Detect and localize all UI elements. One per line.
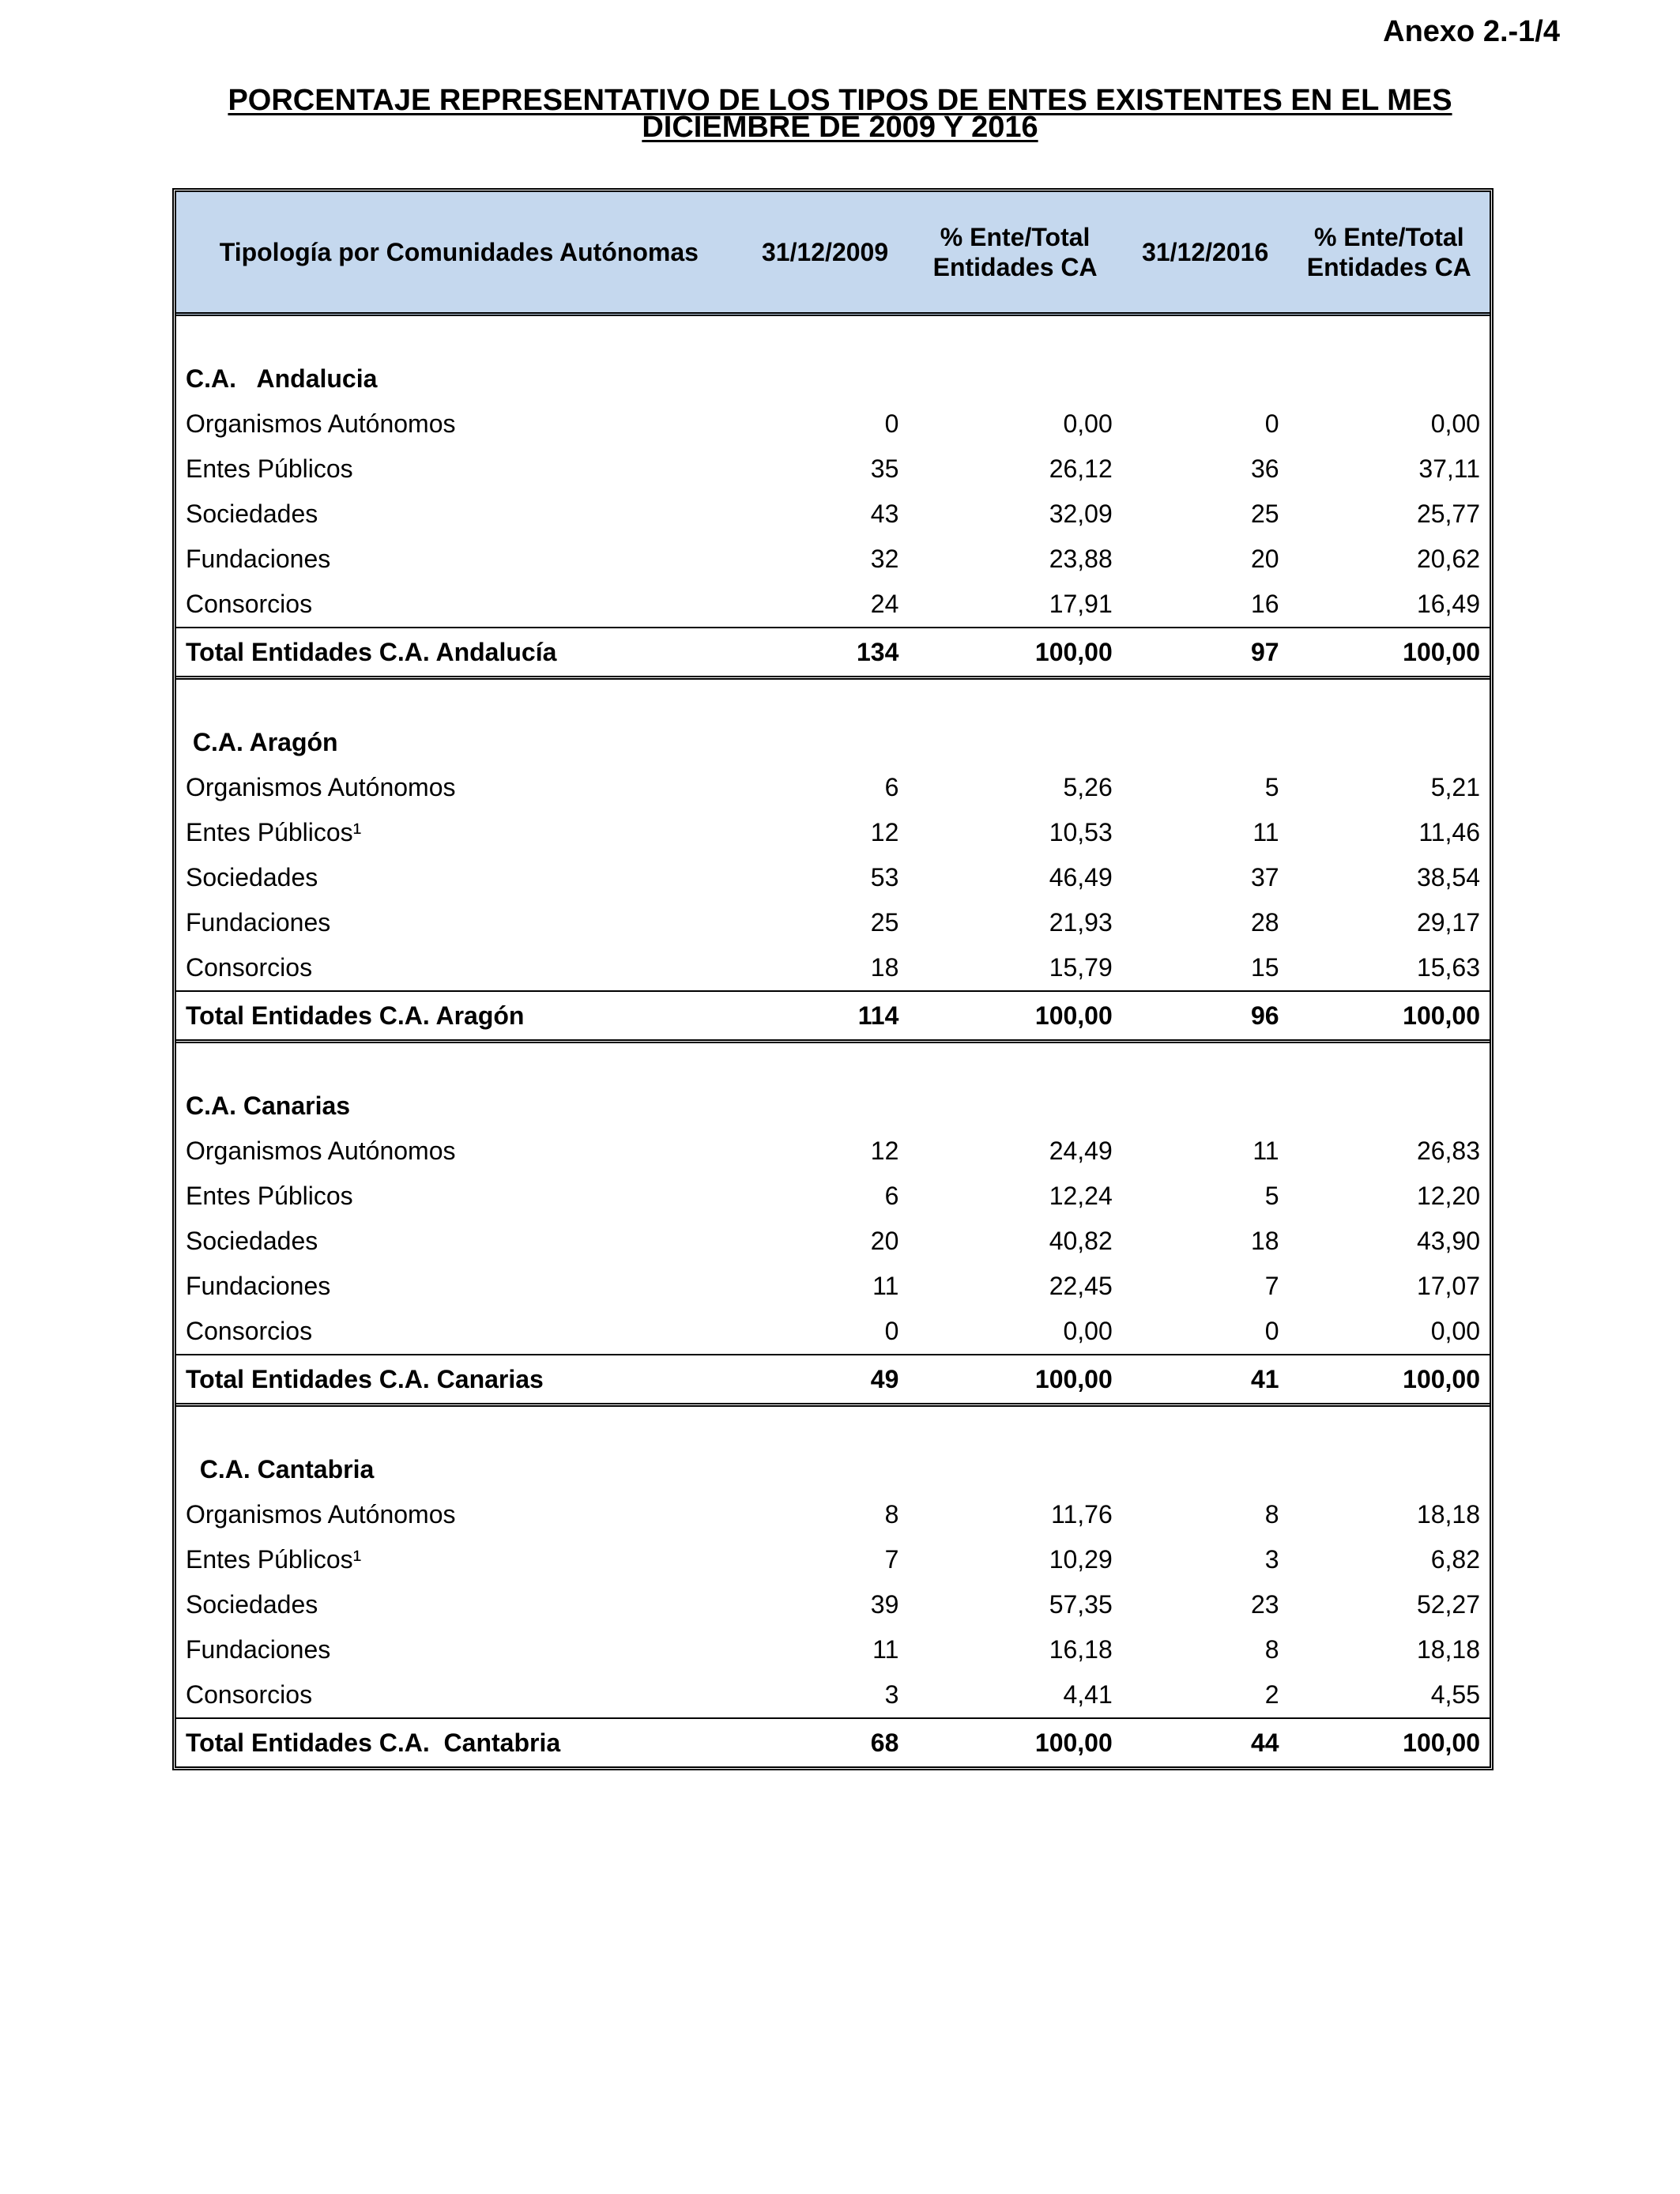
table-row bbox=[176, 537, 1490, 582]
cell-count-2016: 5 bbox=[1264, 1182, 1279, 1210]
cell-typology: Total Entidades C.A. Cantabria bbox=[186, 1728, 561, 1757]
cell-pct-2009: 23,88 bbox=[1049, 545, 1113, 573]
header-pct-2016-line2: Entidades CA bbox=[1306, 253, 1471, 281]
header-pct-2009 bbox=[908, 222, 1121, 282]
cell-count-2016: 44 bbox=[1250, 1728, 1279, 1757]
cell-pct-2016: 100,00 bbox=[1403, 1001, 1481, 1030]
cell-count-2016: 0 bbox=[1264, 409, 1279, 438]
cell-pct-2009: 100,00 bbox=[1034, 1001, 1113, 1030]
cell-typology: Fundaciones bbox=[186, 908, 331, 937]
header-pct-2009-line1: % Ente/Total bbox=[940, 223, 1090, 251]
cell-typology: Organismos Autónomos bbox=[186, 1500, 456, 1529]
cell-count-2009: 6 bbox=[884, 773, 899, 801]
cell-count-2016: 2 bbox=[1264, 1680, 1279, 1709]
cell-pct-2009: 5,26 bbox=[1063, 773, 1113, 801]
cell-pct-2016: 37,11 bbox=[1418, 454, 1481, 483]
cell-pct-2009: 15,79 bbox=[1049, 953, 1113, 982]
cell-pct-2009: 22,45 bbox=[1049, 1272, 1113, 1300]
cell-count-2009: 11 bbox=[872, 1635, 899, 1664]
cell-count-2009: 0 bbox=[884, 409, 899, 438]
cell-pct-2009: 0,00 bbox=[1063, 409, 1113, 438]
table-row bbox=[176, 1672, 1490, 1717]
table-row bbox=[176, 401, 1490, 447]
cell-pct-2009: 10,29 bbox=[1049, 1545, 1113, 1574]
region-section bbox=[176, 719, 1490, 1043]
cell-count-2009: 11 bbox=[872, 1272, 899, 1300]
cell-count-2016: 8 bbox=[1264, 1635, 1279, 1664]
cell-pct-2009: 46,49 bbox=[1049, 863, 1113, 892]
cell-pct-2009: 100,00 bbox=[1034, 638, 1113, 666]
cell-pct-2016: 4,55 bbox=[1430, 1680, 1481, 1709]
title-line-2: DICIEMBRE DE 2009 Y 2016 bbox=[642, 111, 1038, 144]
table-row bbox=[176, 1129, 1490, 1174]
cell-count-2009: 49 bbox=[870, 1365, 899, 1393]
cell-count-2009: 18 bbox=[870, 953, 899, 982]
region-title: C.A. Andalucia bbox=[186, 364, 378, 393]
cell-typology: Total Entidades C.A. Canarias bbox=[186, 1365, 544, 1393]
cell-count-2016: 11 bbox=[1252, 818, 1279, 846]
cell-pct-2016: 100,00 bbox=[1403, 1728, 1481, 1757]
cell-pct-2016: 100,00 bbox=[1403, 638, 1481, 666]
cell-count-2009: 12 bbox=[870, 1137, 899, 1165]
table-row bbox=[176, 492, 1490, 537]
total-row bbox=[176, 990, 1490, 1039]
cell-pct-2016: 16,49 bbox=[1416, 590, 1481, 618]
cell-pct-2009: 26,12 bbox=[1049, 454, 1113, 483]
region-section bbox=[176, 1083, 1490, 1407]
cell-count-2009: 53 bbox=[870, 863, 899, 892]
cell-count-2009: 24 bbox=[870, 590, 899, 618]
header-date-2016: 31/12/2016 bbox=[1142, 238, 1269, 266]
header-pct-2016 bbox=[1289, 222, 1490, 282]
cell-count-2009: 39 bbox=[870, 1590, 899, 1619]
cell-typology: Fundaciones bbox=[186, 1272, 331, 1300]
total-row bbox=[176, 1354, 1490, 1403]
table-row bbox=[176, 1174, 1490, 1219]
cell-count-2016: 8 bbox=[1264, 1500, 1279, 1529]
cell-pct-2016: 43,90 bbox=[1416, 1227, 1481, 1255]
cell-pct-2016: 6,82 bbox=[1430, 1545, 1481, 1574]
cell-count-2016: 37 bbox=[1250, 863, 1279, 892]
table-row bbox=[176, 582, 1490, 627]
cell-pct-2009: 100,00 bbox=[1034, 1728, 1113, 1757]
cell-pct-2016: 15,63 bbox=[1416, 953, 1481, 982]
cell-typology: Organismos Autónomos bbox=[186, 773, 456, 801]
cell-typology: Sociedades bbox=[186, 1590, 318, 1619]
cell-typology: Sociedades bbox=[186, 863, 318, 892]
cell-typology: Consorcios bbox=[186, 590, 313, 618]
cell-count-2009: 0 bbox=[884, 1317, 899, 1345]
cell-pct-2009: 11,76 bbox=[1051, 1500, 1113, 1529]
region-section bbox=[176, 356, 1490, 680]
region-title: C.A. Aragón bbox=[186, 728, 338, 756]
region-title: C.A. Cantabria bbox=[186, 1455, 375, 1483]
cell-count-2009: 3 bbox=[884, 1680, 899, 1709]
cell-pct-2009: 57,35 bbox=[1049, 1590, 1113, 1619]
table-row bbox=[176, 1309, 1490, 1354]
total-row bbox=[176, 1717, 1490, 1766]
table-row bbox=[176, 1582, 1490, 1627]
cell-pct-2016: 5,21 bbox=[1430, 773, 1481, 801]
cell-count-2016: 15 bbox=[1250, 953, 1279, 982]
cell-count-2016: 23 bbox=[1250, 1590, 1279, 1619]
cell-pct-2016: 26,83 bbox=[1416, 1137, 1481, 1165]
cell-count-2016: 5 bbox=[1264, 773, 1279, 801]
cell-typology: Sociedades bbox=[186, 499, 318, 528]
cell-typology: Entes Públicos bbox=[186, 454, 353, 483]
cell-count-2009: 12 bbox=[870, 818, 899, 846]
cell-typology: Entes Públicos¹ bbox=[186, 1545, 362, 1574]
header-pct-2016-line1: % Ente/Total bbox=[1313, 223, 1464, 251]
cell-pct-2016: 100,00 bbox=[1403, 1365, 1481, 1393]
cell-count-2009: 7 bbox=[884, 1545, 899, 1574]
cell-typology: Consorcios bbox=[186, 1317, 313, 1345]
cell-pct-2009: 10,53 bbox=[1049, 818, 1113, 846]
cell-pct-2009: 17,91 bbox=[1049, 590, 1113, 618]
table-row bbox=[176, 1264, 1490, 1309]
title-line-1: PORCENTAJE REPRESENTATIVO DE LOS TIPOS DE ENTES EXISTENTES EN EL MES bbox=[228, 84, 1452, 117]
cell-pct-2016: 29,17 bbox=[1416, 908, 1481, 937]
cell-count-2016: 7 bbox=[1264, 1272, 1279, 1300]
cell-pct-2016: 38,54 bbox=[1416, 863, 1481, 892]
cell-count-2009: 8 bbox=[884, 1500, 899, 1529]
cell-pct-2016: 17,07 bbox=[1416, 1272, 1481, 1300]
cell-pct-2016: 12,20 bbox=[1416, 1182, 1481, 1210]
table-row bbox=[176, 1219, 1490, 1264]
table-row bbox=[176, 1627, 1490, 1672]
table-row bbox=[176, 447, 1490, 492]
cell-typology: Entes Públicos¹ bbox=[186, 818, 362, 846]
cell-typology: Consorcios bbox=[186, 953, 313, 982]
cell-pct-2009: 16,18 bbox=[1049, 1635, 1113, 1664]
header-typology: Tipología por Comunidades Autónomas bbox=[219, 238, 699, 266]
cell-pct-2016: 0,00 bbox=[1430, 1317, 1481, 1345]
cell-pct-2009: 12,24 bbox=[1049, 1182, 1113, 1210]
cell-count-2009: 35 bbox=[870, 454, 899, 483]
cell-count-2009: 6 bbox=[884, 1182, 899, 1210]
cell-pct-2009: 32,09 bbox=[1049, 499, 1113, 528]
cell-count-2016: 0 bbox=[1264, 1317, 1279, 1345]
cell-pct-2016: 52,27 bbox=[1416, 1590, 1481, 1619]
cell-count-2009: 68 bbox=[870, 1728, 899, 1757]
cell-pct-2016: 18,18 bbox=[1416, 1635, 1481, 1664]
cell-count-2016: 11 bbox=[1252, 1137, 1279, 1165]
table-body bbox=[176, 356, 1490, 1766]
cell-typology: Consorcios bbox=[186, 1680, 313, 1709]
cell-count-2016: 28 bbox=[1250, 908, 1279, 937]
cell-typology: Fundaciones bbox=[186, 545, 331, 573]
table-row bbox=[176, 1537, 1490, 1582]
cell-count-2009: 25 bbox=[870, 908, 899, 937]
header-pct-2009-line2: Entidades CA bbox=[932, 253, 1098, 281]
cell-pct-2016: 25,77 bbox=[1416, 499, 1481, 528]
cell-typology: Entes Públicos bbox=[186, 1182, 353, 1210]
header-date-2009: 31/12/2009 bbox=[761, 238, 889, 266]
cell-pct-2009: 24,49 bbox=[1049, 1137, 1113, 1165]
cell-count-2009: 32 bbox=[870, 545, 899, 573]
cell-typology: Total Entidades C.A. Aragón bbox=[186, 1001, 525, 1030]
cell-count-2016: 3 bbox=[1264, 1545, 1279, 1574]
cell-typology: Sociedades bbox=[186, 1227, 318, 1255]
cell-count-2009: 20 bbox=[870, 1227, 899, 1255]
table-row bbox=[176, 855, 1490, 900]
cell-count-2016: 20 bbox=[1250, 545, 1279, 573]
cell-pct-2016: 20,62 bbox=[1416, 545, 1481, 573]
cell-pct-2016: 18,18 bbox=[1416, 1500, 1481, 1529]
table-row bbox=[176, 900, 1490, 945]
cell-pct-2009: 40,82 bbox=[1049, 1227, 1113, 1255]
entities-table bbox=[172, 188, 1494, 1770]
cell-typology: Total Entidades C.A. Andalucía bbox=[186, 638, 557, 666]
cell-typology: Organismos Autónomos bbox=[186, 409, 456, 438]
cell-count-2016: 18 bbox=[1250, 1227, 1279, 1255]
document-title bbox=[119, 84, 1561, 144]
table-row bbox=[176, 1492, 1490, 1537]
region-title: C.A. Canarias bbox=[186, 1091, 351, 1120]
cell-count-2016: 25 bbox=[1250, 499, 1279, 528]
cell-count-2016: 16 bbox=[1250, 590, 1279, 618]
cell-typology: Organismos Autónomos bbox=[186, 1137, 456, 1165]
table-row bbox=[176, 945, 1490, 990]
cell-pct-2016: 0,00 bbox=[1430, 409, 1481, 438]
cell-pct-2009: 0,00 bbox=[1063, 1317, 1113, 1345]
cell-count-2009: 134 bbox=[856, 638, 899, 666]
cell-count-2009: 43 bbox=[870, 499, 899, 528]
total-row bbox=[176, 627, 1490, 676]
cell-count-2016: 41 bbox=[1250, 1365, 1279, 1393]
cell-count-2009: 114 bbox=[857, 1001, 899, 1030]
table-row bbox=[176, 765, 1490, 810]
table-header bbox=[176, 192, 1490, 316]
region-section bbox=[176, 1446, 1490, 1766]
cell-pct-2009: 4,41 bbox=[1063, 1680, 1113, 1709]
cell-pct-2009: 100,00 bbox=[1034, 1365, 1113, 1393]
cell-count-2016: 36 bbox=[1250, 454, 1279, 483]
cell-count-2016: 97 bbox=[1250, 638, 1279, 666]
cell-pct-2009: 21,93 bbox=[1049, 908, 1113, 937]
cell-typology: Fundaciones bbox=[186, 1635, 331, 1664]
cell-count-2016: 96 bbox=[1250, 1001, 1279, 1030]
table-row bbox=[176, 810, 1490, 855]
cell-pct-2016: 11,46 bbox=[1418, 818, 1481, 846]
annex-label: Anexo 2.-1/4 bbox=[1383, 15, 1560, 48]
